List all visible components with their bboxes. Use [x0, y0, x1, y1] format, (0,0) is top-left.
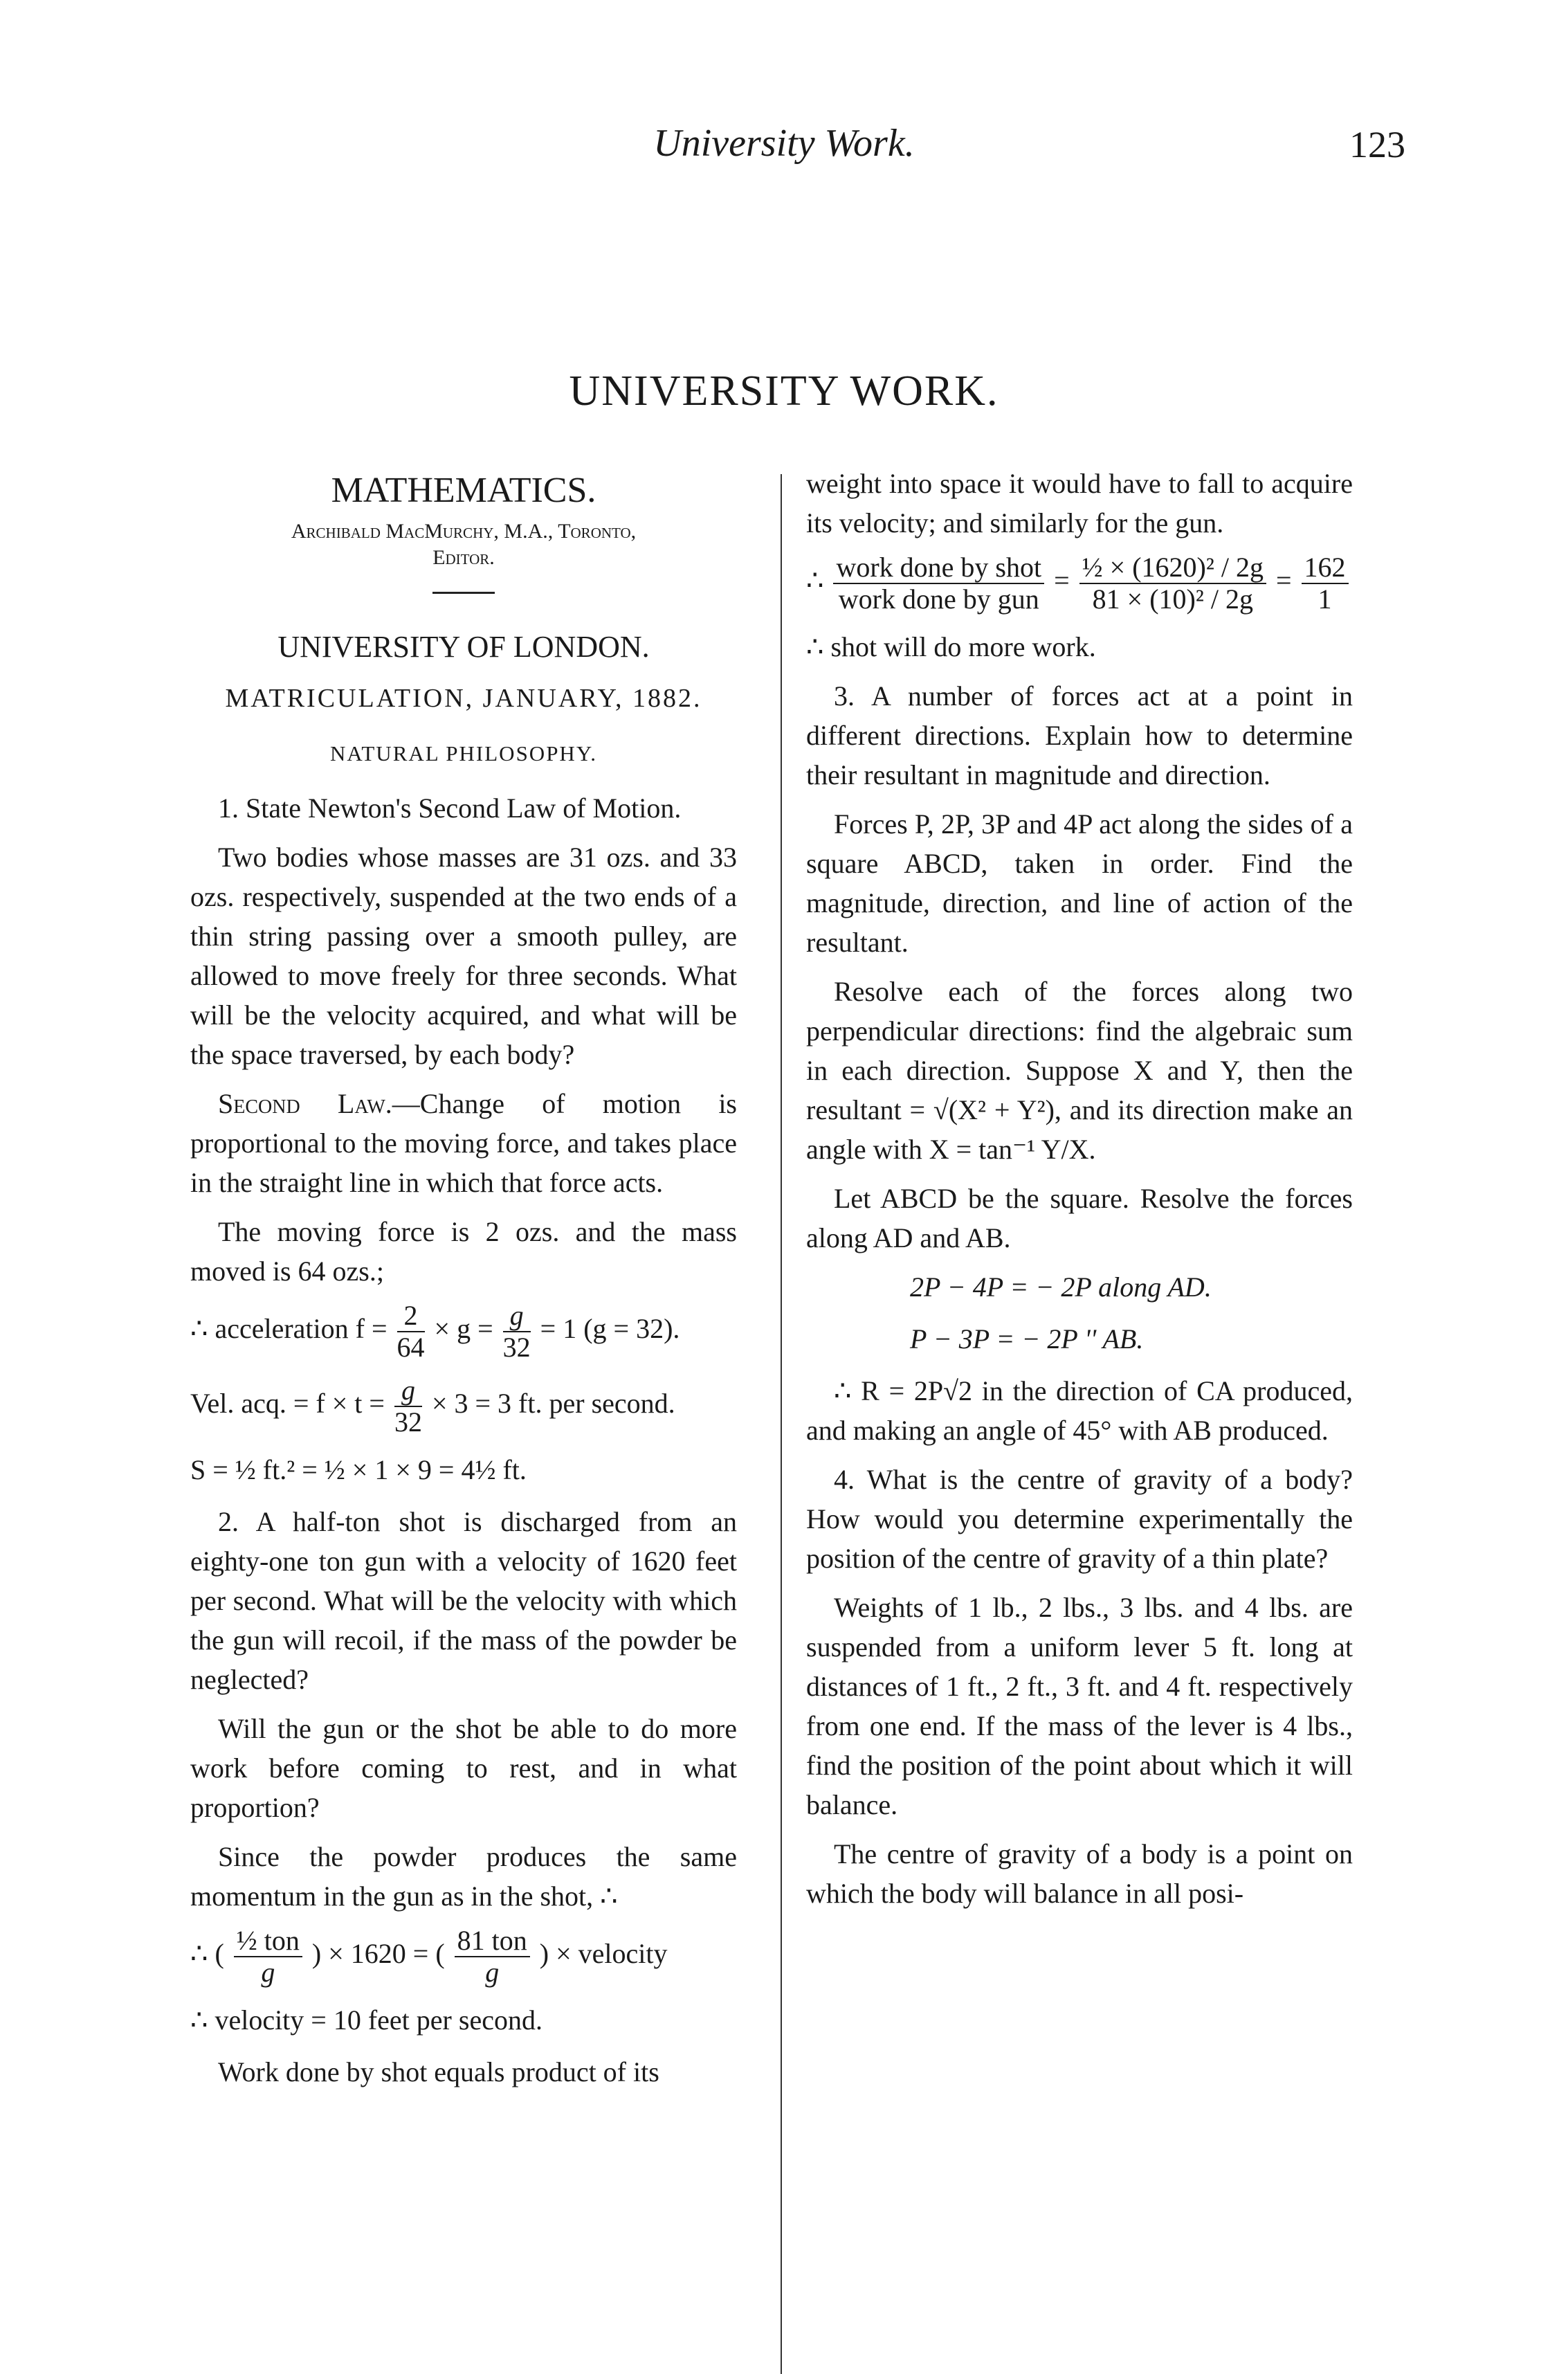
question-4: 4. What is the centre of gravity of a body? How would you determine experimentally the position of the centre of gravity of a thin plate?: [806, 1464, 1353, 1574]
column-divider: [781, 474, 782, 2374]
space-equation: S = ½ ft.² = ½ × 1 × 9 = 4½ ft.: [190, 1454, 527, 1485]
editor-line-2: Editor.: [432, 546, 495, 569]
ab-equation: P − 3P = − 2P '' AB.: [910, 1323, 1144, 1354]
fraction-denominator: 81 × (10)² / 2g: [1092, 583, 1253, 615]
fraction-numerator: ½ × (1620)² / 2g: [1079, 552, 1266, 584]
question-3-result: ∴ R = 2P√2 in the direction of CA produced, and making an angle of 45° with AB produced.: [806, 1375, 1353, 1446]
fraction-denominator: 64: [396, 1332, 425, 1363]
second-law-text: —Change of motion is proportional to the moving force, and takes place in the straight line in which that force acts.: [190, 1088, 737, 1198]
ad-equation: 2P − 4P = − 2P along AD.: [910, 1271, 1212, 1303]
fraction: [455, 1926, 530, 1988]
question-4-b: Weights of 1 lb., 2 lbs., 3 lbs. and 4 lbs. are suspended from a uniform lever 5 ft. long at distances of 1 ft., 2 ft., 3 ft. and 4 ft. respectively from one end. If the mass of the lever is 4 lbs., find the position of the point about which it will balance.: [806, 1592, 1353, 1820]
eq-text: ∴ acceleration f =: [190, 1313, 388, 1345]
fraction: [833, 552, 1044, 615]
fraction: [397, 1301, 425, 1363]
eq-text: × 3 = 3 ft. per second.: [431, 1388, 675, 1420]
work-paragraph: Work done by shot equals product of its: [218, 2056, 659, 2087]
eq-text: × g =: [434, 1313, 493, 1345]
fraction: [394, 1375, 422, 1438]
moving-force-paragraph: The moving force is 2 ozs. and the mass moved is 64 ozs.;: [190, 1216, 737, 1287]
acceleration-equation: [190, 1301, 737, 1363]
question-2-b: Will the gun or the shot be able to do more work before coming to rest, and in what proportion?: [190, 1713, 737, 1823]
eq-text: =: [1054, 565, 1070, 597]
fraction: [1079, 552, 1266, 615]
question-1-body: Two bodies whose masses are 31 ozs. and 33 ozs. respectively, suspended at the two ends of a thin string passing over a smooth pulley, are allowed to move freely for three seconds. What will be the velocity acquired, and what will be the space traversed, by each body?: [190, 842, 737, 1070]
subject-heading: NATURAL PHILOSOPHY.: [330, 741, 597, 765]
editor-line-1: Archibald MacMurchy, M.A., Toronto,: [291, 520, 637, 543]
fraction-denominator: g: [261, 1957, 275, 1988]
eq-text: ∴: [806, 565, 824, 597]
question-2-answer: Since the powder produces the same momentum in the gun as in the shot, ∴: [190, 1841, 737, 1912]
section-heading: MATHEMATICS.: [331, 471, 596, 510]
editor-credit: [190, 518, 737, 571]
running-head: University Work.: [653, 122, 915, 165]
divider: [432, 592, 495, 594]
eq-text: ∴ (: [190, 1938, 224, 1970]
question-2: 2. A half-ton shot is discharged from an eighty-one ton gun with a velocity of 1620 feet per second. What will be the velocity with which the gun will recoil, if the mass of the powder be neglected?: [190, 1506, 737, 1695]
page-title: UNIVERSITY WORK.: [569, 368, 999, 415]
momentum-equation: [190, 1926, 737, 1988]
eq-text: ) × velocity: [539, 1938, 668, 1970]
continuation-paragraph: weight into space it would have to fall to acquire its velocity; and similarly for the gun.: [806, 468, 1353, 538]
fraction-numerator: g: [503, 1301, 531, 1332]
eq-text: ) × 1620 = (: [311, 1938, 445, 1970]
left-column: [190, 464, 737, 2101]
eq-text: =: [1275, 565, 1292, 597]
question-4-answer: The centre of gravity of a body is a point on which the body will balance in all posi-: [806, 1838, 1353, 1909]
fraction-numerator: ½ ton: [234, 1926, 302, 1957]
university-heading: UNIVERSITY OF LONDON.: [277, 630, 650, 664]
fraction: [503, 1301, 531, 1363]
page-number: 123: [1349, 124, 1405, 165]
fraction-denominator: 32: [502, 1332, 531, 1363]
velocity-equation: [190, 1375, 737, 1438]
fraction: [234, 1926, 302, 1988]
second-law-paragraph: [190, 1084, 737, 1202]
question-3-let: Let ABCD be the square. Resolve the forces along AD and AB.: [806, 1183, 1353, 1253]
fraction-numerator: 81 ton: [455, 1926, 530, 1957]
question-3-b: Forces P, 2P, 3P and 4P act along the sides of a square ABCD, taken in order. Find the magnitude, direction, and line of action of the resultant.: [806, 808, 1353, 958]
fraction-numerator: work done by shot: [833, 552, 1044, 584]
fraction-denominator: g: [485, 1957, 500, 1988]
fraction-numerator: 162: [1302, 552, 1349, 584]
second-law-label: Second Law.: [218, 1088, 392, 1119]
work-ratio-equation: [806, 552, 1353, 615]
recoil-equation: ∴ velocity = 10 feet per second.: [190, 2004, 543, 2036]
question-3: 3. A number of forces act at a point in different directions. Explain how to determine their resultant in magnitude and direction.: [806, 680, 1353, 790]
right-column: [806, 464, 1353, 1923]
fraction-numerator: g: [394, 1375, 422, 1407]
fraction-denominator: 32: [394, 1406, 422, 1438]
question-3-answer: Resolve each of the forces along two perpendicular directions: find the algebraic sum in each direction. Suppose X and Y, then the resultant = √(X² + Y²), and its direction make an angle with X = tan⁻¹ Y/X.: [806, 976, 1353, 1165]
matriculation-heading: MATRICULATION, JANUARY, 1882.: [225, 684, 702, 713]
fraction-denominator: 1: [1318, 583, 1332, 615]
fraction: [1302, 552, 1349, 615]
eq-text: = 1 (g = 32).: [540, 1313, 680, 1345]
eq-text: Vel. acq. = f × t =: [190, 1388, 385, 1420]
question-1: 1. State Newton's Second Law of Motion.: [218, 792, 682, 824]
fraction-numerator: 2: [397, 1301, 425, 1332]
fraction-denominator: work done by gun: [838, 583, 1039, 615]
shot-conclusion: ∴ shot will do more work.: [806, 631, 1096, 662]
